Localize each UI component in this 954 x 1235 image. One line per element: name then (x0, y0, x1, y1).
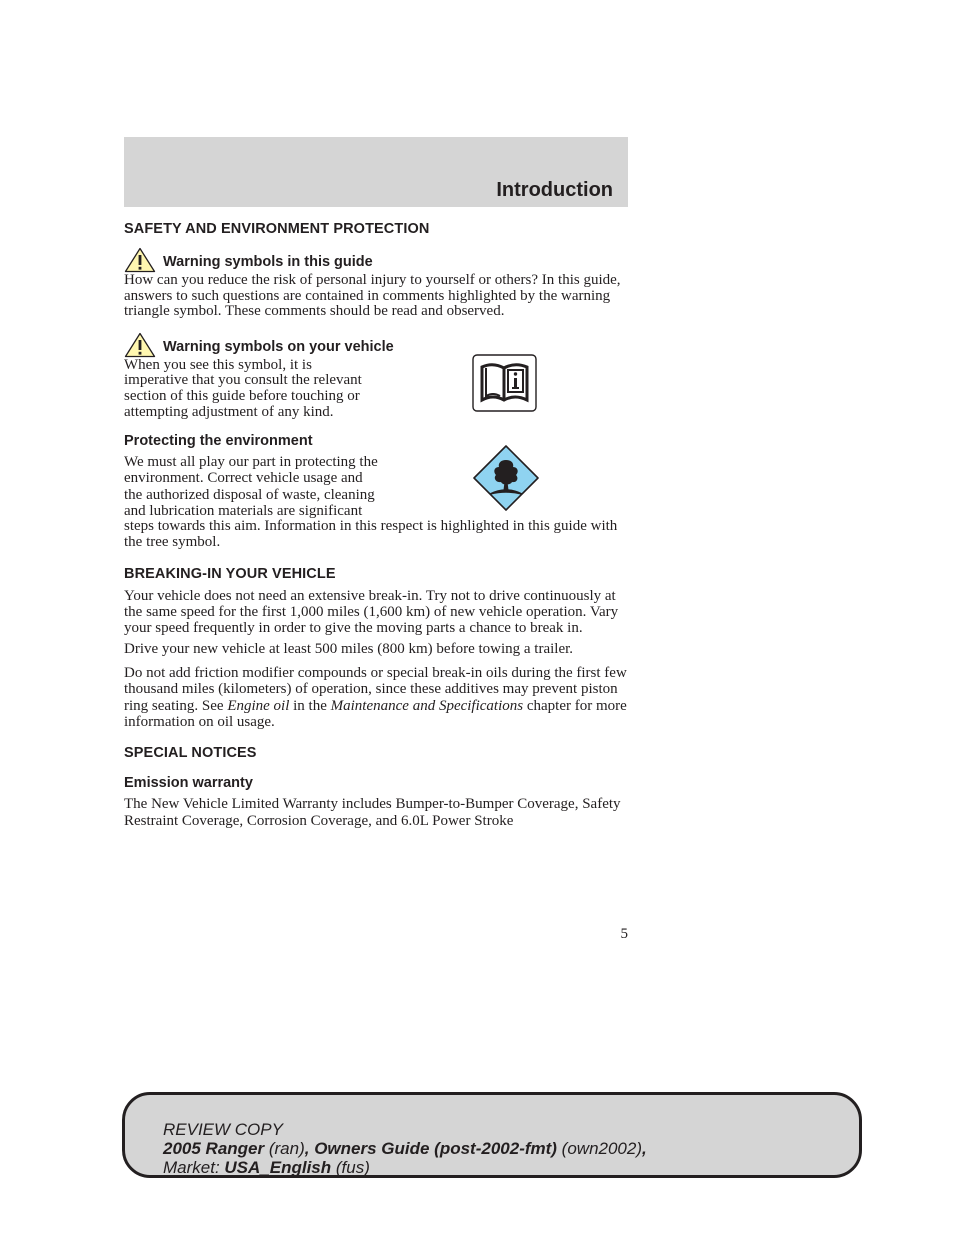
footer-market-code: (fus) (331, 1158, 370, 1177)
content (124, 216, 628, 830)
breakin-p3-c: chapter for more information on oil usage. (124, 697, 627, 730)
breakin-heading: BREAKING-IN YOUR VEHICLE (124, 565, 336, 582)
warning-triangle-icon (124, 247, 156, 273)
review-copy-footer (122, 1092, 862, 1178)
breakin-paragraph-3 (124, 665, 628, 730)
footer-model-code: (ran) (264, 1139, 305, 1158)
footer-line-2 (163, 1139, 647, 1158)
footer-market: USA_English (224, 1158, 332, 1177)
breakin-p3-a: Do not add friction modifier compounds or special break-in oils during the first few thousand miles (kilometers) of operation, since these additives may prevent piston ring seating. See (124, 665, 627, 714)
vehicle-warning-text: When you see this symbol, it is imperative that you consult the relevant section of this guide before touching or attempting adjustment of any kind. (124, 356, 362, 420)
footer-guide-code: (own2002) (556, 1139, 643, 1158)
emission-text: The New Vehicle Limited Warranty includes Bumper-to-Bumper Coverage, Safety Restraint Coverage, Corrosion Coverage, and 6.0L Power Stroke (124, 796, 621, 830)
guide-warning-text: How can you reduce the risk of personal injury to yourself or others? In this guide, answers to such questions are contained in comments highlighted by the warning triangle symbol. These comments should be read and observed. (124, 272, 621, 320)
safety-heading: SAFETY AND ENVIRONMENT PROTECTION (124, 221, 430, 237)
footer-guide: , Owners Guide (post-2002-fmt) (304, 1139, 557, 1158)
environment-text-end: steps towards this aim. Information in this respect is highlighted in this guide with the tree symbol. (124, 518, 618, 550)
environment-text-start: We must all play our part in protecting the environment. Correct vehicle usage and the authorized disposal of waste, cleaning and lubrication materials are significant (124, 454, 378, 520)
environment-block (124, 454, 628, 550)
vehicle-warning-row (124, 332, 628, 358)
footer-model: 2005 Ranger (163, 1139, 265, 1158)
owner-guide-book-icon (472, 354, 537, 412)
review-copy-label: REVIEW COPY (163, 1120, 283, 1139)
environment-tree-icon (472, 444, 540, 512)
footer-comma: , (642, 1139, 647, 1158)
vehicle-warning-block (124, 358, 628, 420)
maintenance-chapter-reference: Maintenance and Specifications (330, 697, 524, 714)
breakin-p3-b: in the (289, 697, 331, 714)
environment-heading: Protecting the environment (124, 433, 313, 450)
breakin-paragraph-1: Your vehicle does not need an extensive break-in. Try not to drive continuously at the same speed for the first 1,000 miles (1,600 km) of new vehicle operation. Vary your speed frequently in order to give the moving parts a chance to break in. (124, 587, 619, 637)
emission-heading: Emission warranty (124, 775, 253, 792)
engine-oil-reference: Engine oil (227, 697, 290, 714)
breakin-paragraph-2: Drive your new vehicle at least 500 miles (800 km) before towing a trailer. (124, 641, 574, 658)
guide-warning-row (124, 247, 628, 273)
guide-warning-heading: Warning symbols in this guide (163, 254, 373, 270)
vehicle-warning-heading: Warning symbols on your vehicle (163, 338, 394, 355)
footer-line-3 (163, 1158, 647, 1177)
warning-triangle-icon (124, 332, 156, 358)
special-notices-heading: SPECIAL NOTICES (124, 745, 257, 762)
header-band (124, 137, 628, 207)
page-title: Introduction (496, 179, 613, 201)
footer-market-label: Market: (163, 1158, 225, 1177)
footer-text (163, 1120, 647, 1177)
page-number: 5 (620, 926, 628, 942)
